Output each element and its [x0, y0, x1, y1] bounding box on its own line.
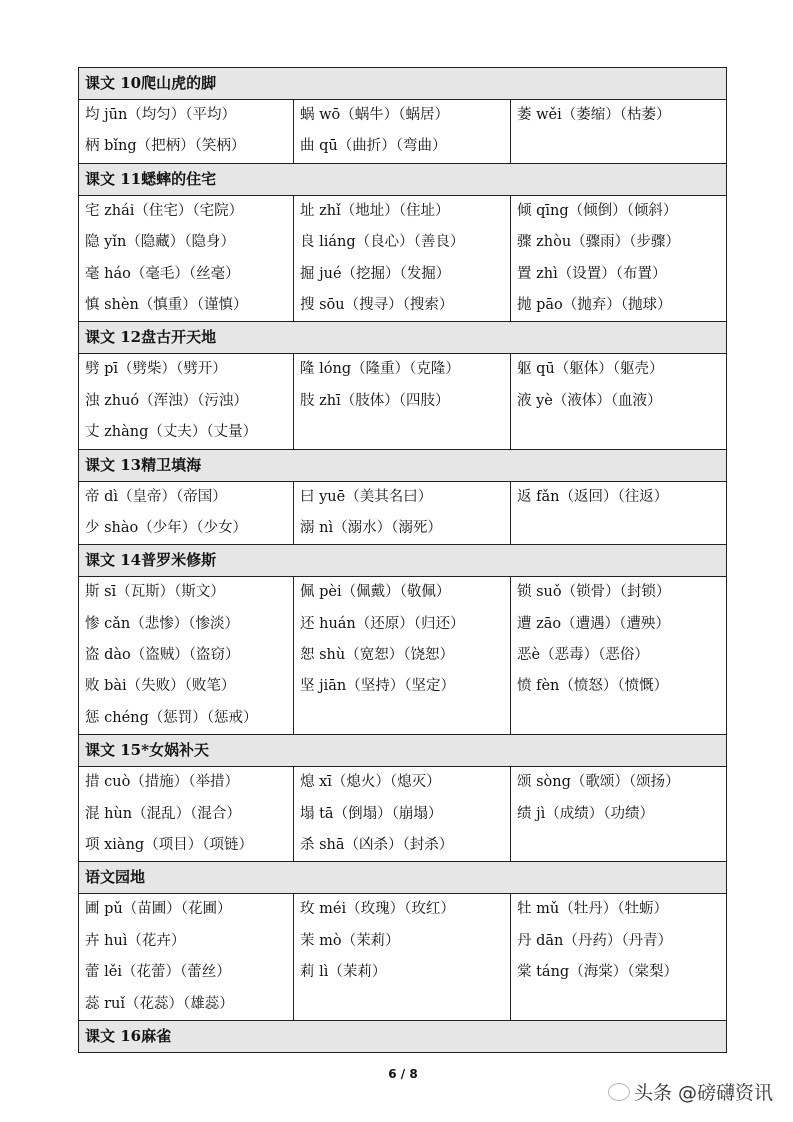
word-entry: 帝 dì（皇帝）（帝国）	[85, 488, 227, 505]
word-entry: 愤 fèn（愤怒）（愤慨）	[517, 678, 669, 695]
word-entry: 绩 jì（成绩）（功绩）	[517, 805, 654, 822]
wechat-icon	[608, 1083, 630, 1101]
word-entry: 慎 shèn（慎重）（谨慎）	[85, 296, 248, 313]
word-entry: 浊 zhuó（浑浊）（污浊）	[85, 392, 248, 409]
word-entry: 劈 pī（劈柴）（劈开）	[85, 361, 227, 378]
word-entry: 萎 wěi（萎缩）（枯萎）	[517, 107, 671, 123]
word-entry: 液 yè（液体）（血液）	[517, 392, 662, 409]
word-entry: 搜 sōu（搜寻）（搜索）	[300, 296, 454, 313]
section-title: 课文 14普罗米修斯	[79, 545, 727, 577]
word-entry: 少 shào（少年）（少女）	[85, 519, 248, 536]
section-title: 课文 15*女娲补天	[79, 735, 727, 767]
word-entry: 躯 qū（躯体）（躯壳）	[517, 361, 664, 378]
word-cell	[511, 894, 727, 1021]
vocabulary-table	[78, 67, 727, 1053]
word-cell	[79, 354, 294, 449]
word-entry: 遭 zāo（遭遇）（遭殃）	[517, 615, 670, 632]
word-cell	[294, 354, 511, 449]
section-title: 课文 12盘古开天地	[79, 322, 727, 354]
word-entry: 掘 jué（挖掘）（发掘）	[300, 265, 451, 282]
section-header-row	[79, 735, 727, 767]
section-header-row	[79, 862, 727, 894]
section-header-row	[79, 322, 727, 354]
word-entry: 置 zhì（设置）（布置）	[517, 265, 667, 282]
word-entry: 曰 yuē（美其名曰）	[300, 488, 433, 505]
word-entry: 败 bài（失败）（败笔）	[85, 678, 236, 695]
section-title: 课文 10爬山虎的脚	[79, 68, 727, 100]
word-entry: 柄 bǐng（把柄）（笑柄）	[85, 138, 246, 155]
word-entry: 卉 huì（花卉）	[85, 932, 186, 949]
word-entry: 丹 dān（丹药）（丹青）	[517, 932, 673, 949]
word-entry: 丈 zhàng（丈夫）（丈量）	[85, 424, 258, 441]
word-cell	[294, 195, 511, 322]
word-entry: 溺 nì（溺水）（溺死）	[300, 519, 442, 536]
word-entry: 锁 suǒ（锁骨）（封锁）	[517, 584, 671, 601]
word-entry: 措 cuò（措施）（举措）	[85, 774, 240, 791]
section-title: 课文 11蟋蟀的住宅	[79, 163, 727, 195]
word-cell	[511, 767, 727, 862]
word-entry: 毫 háo（毫毛）（丝毫）	[85, 265, 240, 282]
word-entry: 曲 qū（曲折）（弯曲）	[300, 138, 447, 155]
word-entry: 良 liáng（良心）（善良）	[300, 234, 465, 251]
word-cell	[294, 767, 511, 862]
word-entry: 倾 qīng（倾倒）（倾斜）	[517, 202, 678, 219]
section-body-row	[79, 894, 727, 1021]
word-cell	[511, 577, 727, 735]
section-body-row	[79, 354, 727, 449]
word-entry: 圃 pǔ（苗圃）（花圃）	[85, 901, 232, 918]
section-header-row	[79, 545, 727, 577]
section-title: 语文园地	[79, 862, 727, 894]
word-entry: 骤 zhòu（骤雨）（步骤）	[517, 234, 680, 251]
word-entry: 坚 jiān（坚持）（坚定）	[300, 678, 455, 695]
word-entry: 惩 chéng（惩罚）（惩戒）	[85, 709, 258, 726]
word-cell	[511, 195, 727, 322]
word-cell	[294, 894, 511, 1021]
watermark	[608, 1078, 773, 1105]
watermark-text: 头条 @磅礴资讯	[634, 1082, 774, 1104]
word-entry: 蕊 ruǐ（花蕊）（雄蕊）	[85, 995, 234, 1012]
section-header-row	[79, 449, 727, 481]
word-entry: 莉 lì（茉莉）	[300, 964, 387, 981]
word-cell	[79, 767, 294, 862]
section-body-row	[79, 100, 727, 164]
word-entry: 宅 zhái（住宅）（宅院）	[85, 202, 244, 219]
word-entry: 还 huán（还原）（归还）	[300, 615, 465, 632]
word-entry: 玫 méi（玫瑰）（玫红）	[300, 901, 455, 918]
word-entry: 项 xiàng（项目）（项链）	[85, 837, 253, 854]
section-body-row	[79, 767, 727, 862]
word-cell	[511, 481, 727, 545]
word-entry: 抛 pāo（抛弃）（抛球）	[517, 296, 672, 313]
word-entry: 牡 mǔ（牡丹）（牡蛎）	[517, 901, 668, 918]
word-entry: 茉 mò（茉莉）	[300, 932, 400, 949]
word-entry: 塌 tā（倒塌）（崩塌）	[300, 805, 443, 822]
word-cell	[511, 100, 727, 164]
word-entry: 肢 zhī（肢体）（四肢）	[300, 392, 450, 409]
word-cell	[79, 894, 294, 1021]
word-cell	[511, 354, 727, 449]
word-entry: 混 hùn（混乱）（混合）	[85, 805, 241, 822]
section-header-row	[79, 163, 727, 195]
word-entry: 盗 dào（盗贼）（盗窃）	[85, 647, 240, 664]
section-header-row	[79, 68, 727, 100]
word-entry: 棠 táng（海棠）（棠梨）	[517, 964, 678, 981]
section-body-row	[79, 577, 727, 735]
page-number: 6 / 8	[388, 1067, 418, 1081]
word-entry: 隆 lóng（隆重）（克隆）	[300, 361, 460, 378]
word-entry: 杀 shā（凶杀）（封杀）	[300, 837, 454, 854]
word-cell	[79, 577, 294, 735]
word-entry: 蕾 lěi（花蕾）（蕾丝）	[85, 964, 231, 981]
word-entry: 恶è（恶毒）（恶俗）	[517, 647, 649, 664]
word-entry: 隐 yǐn（隐藏）（隐身）	[85, 234, 236, 251]
word-cell	[79, 100, 294, 164]
word-entry: 返 fǎn（返回）（往返）	[517, 488, 669, 505]
word-cell	[294, 577, 511, 735]
section-title: 课文 13精卫填海	[79, 449, 727, 481]
word-entry: 均 jūn（均匀）（平均）	[85, 107, 237, 123]
word-entry: 颂 sòng（歌颂）（颂扬）	[517, 774, 680, 791]
word-entry: 址 zhǐ（地址）（住址）	[300, 202, 450, 219]
word-entry: 蜗 wō（蜗牛）（蜗居）	[300, 107, 449, 123]
word-entry: 斯 sī（瓦斯）（斯文）	[85, 584, 225, 601]
word-entry: 恕 shù（宽恕）（饶恕）	[300, 647, 454, 664]
word-entry: 惨 cǎn（悲惨）（惨淡）	[85, 615, 239, 632]
word-cell	[294, 481, 511, 545]
word-entry: 熄 xī（熄火）（熄灭）	[300, 774, 441, 791]
word-cell	[79, 481, 294, 545]
section-body-row	[79, 195, 727, 322]
word-entry: 佩 pèi（佩戴）（敬佩）	[300, 584, 451, 601]
word-cell	[79, 195, 294, 322]
section-header-row	[79, 1020, 727, 1052]
section-body-row	[79, 481, 727, 545]
section-title: 课文 16麻雀	[79, 1020, 727, 1052]
word-cell	[294, 100, 511, 164]
